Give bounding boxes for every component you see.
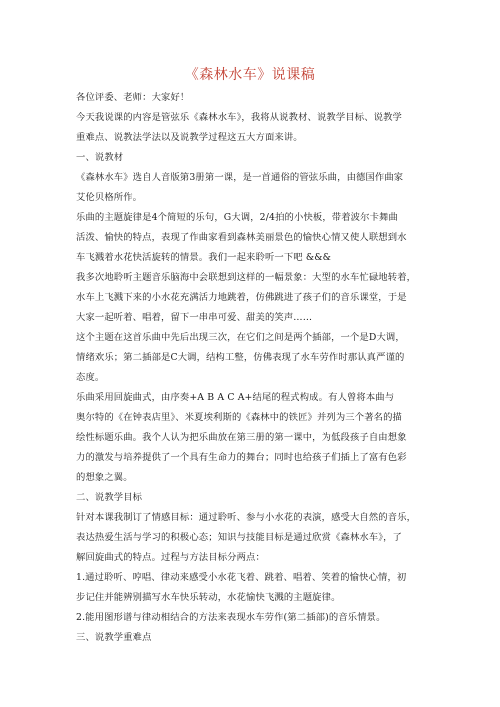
text-line: 表达热爱生活与学习的积极心态；知识与技能目标是通过欣赏《森林水车》，了 [76,532,402,543]
text-line: 的想象之翼。 [76,472,133,483]
paragraph [76,508,436,568]
text-line: 力的激发与培养提供了一个具有生命力的舞台；同时也给孩子们插上了富有色彩 [76,452,407,463]
text-line: 二、说教学目标 [76,492,143,503]
text-line: 这个主题在这首乐曲中先后出现三次，在它们之间是两个插部，一个是D大调， [76,332,405,343]
text-line: 步记住并能辨别描写水车快乐转动，水花愉快飞溅的主题旋律。 [76,592,341,603]
text-line: 今天我说课的内容是管弦乐《森林水车》，我将从说教材、说教学目标、说教学 [76,112,402,123]
document-body [76,88,436,648]
paragraph [76,108,436,148]
text-line: 艾伦贝格所作。 [76,192,143,203]
text-line: 大家一起听着、唱着，留下一串串可爱、甜美的笑声…… [76,312,313,323]
text-line: 乐曲的主题旋律是4个简短的乐句，G大调，2/4拍的小快板，带着波尔卡舞曲 [76,212,398,223]
paragraph [76,328,436,388]
text-line: 绘性标题乐曲。我个人认为把乐曲放在第三册的第一课中，为低段孩子自由想象 [76,432,407,443]
text-line: 车飞溅着水花快活旋转的情景。我们一起来聆听一下吧 &&& [76,252,332,263]
text-line: 重难点、说教法学法以及说教学过程这五大方面来讲。 [76,132,303,143]
text-line: 我多次地聆听主题音乐脑海中会联想到这样的一幅景象：大型的水车忙碌地转着， [76,272,417,283]
text-line: 态度。 [76,372,105,383]
text-line: 2.能用图形谱与律动相结合的方法来表现水车劳作(第二插部)的音乐情景。 [76,612,386,623]
text-line: 针对本课我制订了情感目标：通过聆听、参与小水花的表演，感受大自然的音乐， [76,512,417,523]
text-line: 1.通过聆听、哼唱、律动来感受小水花飞着、跳着、唱着、笑着的愉快心情，初 [76,572,407,583]
text-line: 《森林水车》选自人音版第3册第一课，是一首通俗的管弦乐曲，由德国作曲家 [76,172,404,183]
paragraph [76,388,436,488]
paragraph [76,608,436,628]
text-line: 解回旋曲式的特点。过程与方法目标分两点： [76,552,265,563]
text-line: 三、说教学重难点 [76,632,152,643]
text-line: 奥尔特的《在钟表店里》、米夏埃利斯的《森林中的铁匠》并列为三个著名的描 [76,412,402,423]
paragraph [76,88,436,108]
paragraph [76,268,436,328]
text-line: 各位评委、老师：大家好！ [76,92,190,103]
paragraph [76,168,436,208]
paragraph [76,148,436,168]
paragraph [76,628,436,648]
text-line: 一、说教材 [76,152,124,163]
text-line: 水车上飞溅下来的小水花充满活力地跳着，仿佛跳进了孩子们的音乐课堂，于是 [76,292,407,303]
paragraph [76,208,436,268]
text-line: 乐曲采用回旋曲式，由序奏+A B A C A+结尾的程式构成。有人曾将本曲与 [76,392,395,403]
document-title: 《森林水车》说课稿 [184,67,316,83]
text-line: 活泼、愉快的特点，表现了作曲家看到森林美丽景色的愉快心情又使人联想到水 [76,232,407,243]
text-line: 情绪欢乐；第二插部是C大调，结构工整，仿佛表现了水车劳作时那认真严谨的 [76,352,405,363]
paragraph [76,568,436,608]
paragraph [76,488,436,508]
